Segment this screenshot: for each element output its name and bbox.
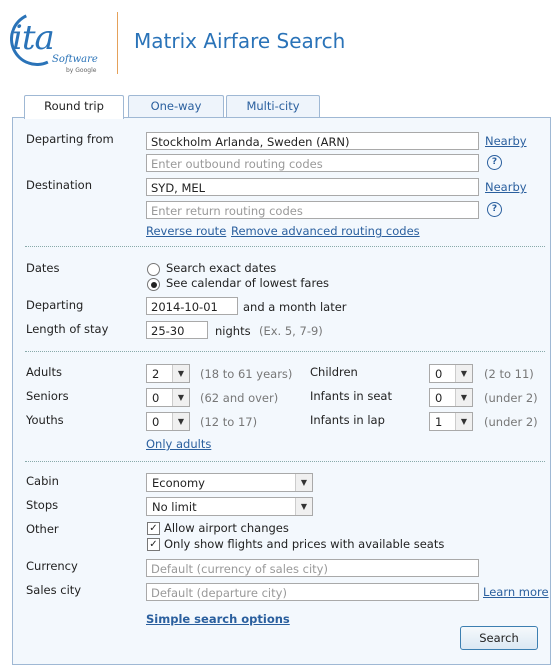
chevron-down-icon: ▼ — [455, 389, 472, 406]
length-of-stay-input[interactable]: 25-30 — [146, 321, 208, 339]
dates-label: Dates — [26, 261, 60, 275]
header-divider — [117, 12, 118, 74]
chevron-down-icon: ▼ — [455, 413, 472, 430]
calendar-label: See calendar of lowest fares — [166, 276, 330, 290]
chevron-down-icon: ▼ — [172, 389, 189, 406]
tab-multi-city[interactable]: Multi-city — [226, 95, 320, 117]
outbound-help-icon[interactable]: ? — [487, 155, 502, 170]
youths-value: 0 — [152, 415, 160, 429]
outbound-routing-input[interactable]: Enter outbound routing codes — [146, 154, 479, 172]
departing-date-input[interactable]: 2014-10-01 — [146, 297, 238, 315]
seniors-value: 0 — [152, 391, 160, 405]
infants-seat-label: Infants in seat — [310, 389, 392, 403]
youths-hint: (12 to 17) — [200, 415, 258, 429]
return-help-icon[interactable]: ? — [487, 202, 502, 217]
search-form-panel — [12, 117, 551, 665]
children-select[interactable] — [429, 364, 473, 383]
chevron-down-icon: ▼ — [172, 365, 189, 382]
simple-search-options-link[interactable]: Simple search options — [146, 612, 290, 626]
length-of-stay-label: Length of stay — [26, 322, 109, 336]
children-label: Children — [310, 365, 358, 379]
other-label: Other — [26, 522, 59, 536]
stops-label: Stops — [26, 498, 59, 512]
chevron-down-icon: ▼ — [295, 498, 312, 515]
youths-label: Youths — [26, 413, 64, 427]
seniors-select[interactable] — [146, 388, 190, 407]
chevron-down-icon: ▼ — [455, 365, 472, 382]
children-hint: (2 to 11) — [484, 367, 534, 381]
stops-value: No limit — [152, 500, 197, 514]
page-title: Matrix Airfare Search — [134, 29, 346, 53]
youths-select[interactable] — [146, 412, 190, 431]
currency-input[interactable]: Default (currency of sales city) — [146, 559, 479, 577]
adults-hint: (18 to 61 years) — [200, 367, 293, 381]
adults-value: 2 — [152, 367, 160, 381]
sales-city-input[interactable]: Default (departure city) — [146, 583, 479, 601]
available-seats-checkbox[interactable]: ✓ — [147, 538, 160, 551]
cabin-value: Economy — [152, 476, 205, 490]
tab-one-way[interactable]: One-way — [128, 95, 224, 117]
section-divider — [25, 246, 545, 247]
section-divider — [25, 351, 545, 352]
infants-lap-hint: (under 2) — [484, 415, 538, 429]
learn-more-link[interactable]: Learn more — [483, 585, 549, 599]
destination-label: Destination — [26, 178, 92, 192]
available-seats-label: Only show flights and prices with available seats — [164, 537, 445, 551]
calendar-radio[interactable] — [147, 278, 160, 291]
tab-round-trip[interactable]: Round trip — [24, 95, 124, 119]
chevron-down-icon: ▼ — [295, 474, 312, 491]
adults-label: Adults — [26, 365, 62, 379]
airport-changes-label: Allow airport changes — [164, 521, 289, 535]
adults-select[interactable] — [146, 364, 190, 383]
departing-from-label: Departing from — [26, 132, 114, 146]
chevron-down-icon: ▼ — [172, 413, 189, 430]
infants-seat-hint: (under 2) — [484, 391, 538, 405]
search-button[interactable]: Search — [460, 626, 538, 650]
children-value: 0 — [435, 367, 443, 381]
ita-software-logo — [8, 10, 100, 76]
month-later-text: and a month later — [243, 300, 347, 314]
nearby-origin-link[interactable]: Nearby — [485, 134, 527, 148]
sales-city-label: Sales city — [26, 583, 82, 597]
departing-label: Departing — [26, 298, 84, 312]
infants-lap-select[interactable] — [429, 412, 473, 431]
infants-lap-label: Infants in lap — [310, 413, 385, 427]
nights-label: nights — [215, 324, 251, 338]
logo-software-text: Software — [52, 54, 98, 65]
nearby-destination-link[interactable]: Nearby — [485, 180, 527, 194]
seniors-label: Seniors — [26, 389, 69, 403]
reverse-route-link[interactable]: Reverse route — [146, 224, 227, 238]
section-divider — [25, 461, 545, 462]
airport-changes-checkbox[interactable]: ✓ — [147, 522, 160, 535]
logo-ita-text: ita — [12, 18, 54, 58]
logo-by-google-text: by Google — [66, 67, 97, 74]
infants-lap-value: 1 — [435, 415, 443, 429]
only-adults-link[interactable]: Only adults — [146, 437, 212, 451]
currency-label: Currency — [26, 559, 78, 573]
seniors-hint: (62 and over) — [200, 391, 279, 405]
destination-input[interactable]: SYD, MEL — [146, 178, 479, 196]
return-routing-input[interactable]: Enter return routing codes — [146, 201, 479, 219]
infants-seat-value: 0 — [435, 391, 443, 405]
cabin-label: Cabin — [26, 474, 59, 488]
nights-hint: (Ex. 5, 7-9) — [259, 324, 323, 338]
cabin-select[interactable] — [146, 473, 313, 492]
exact-dates-label: Search exact dates — [166, 261, 277, 275]
stops-select[interactable] — [146, 497, 313, 516]
exact-dates-radio[interactable] — [147, 263, 160, 276]
infants-seat-select[interactable] — [429, 388, 473, 407]
remove-advanced-routing-link[interactable]: Remove advanced routing codes — [231, 224, 420, 238]
departing-from-input[interactable]: Stockholm Arlanda, Sweden (ARN) — [146, 132, 479, 150]
